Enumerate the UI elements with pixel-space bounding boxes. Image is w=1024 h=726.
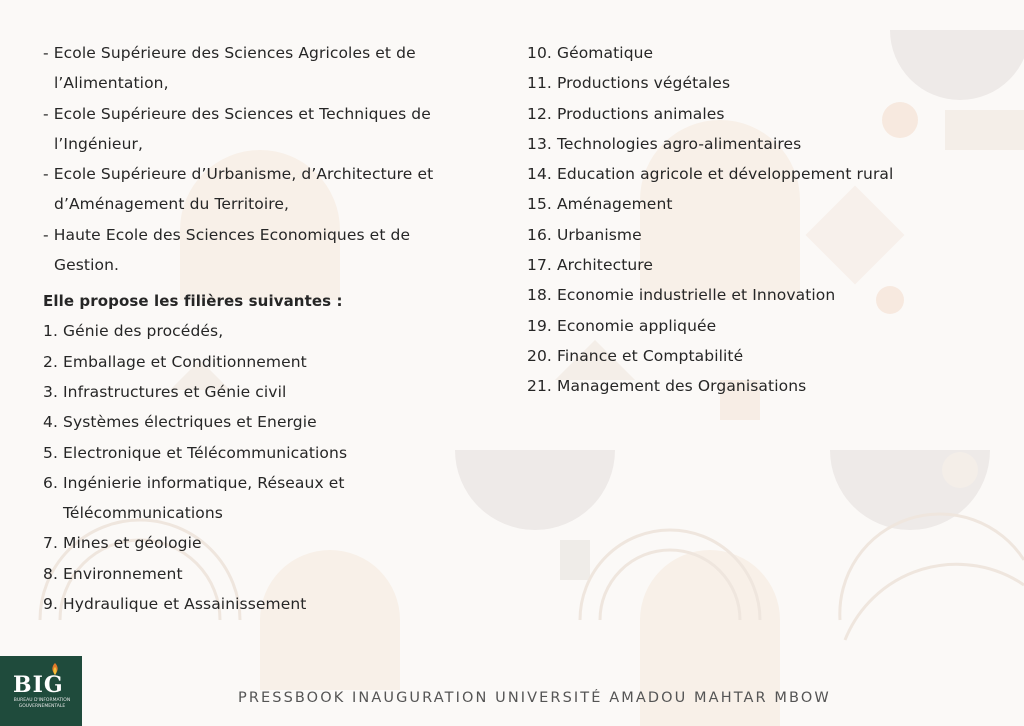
school-line: l’Alimentation, xyxy=(54,74,169,93)
page-footer: PRESSBOOK INAUGURATION UNIVERSITÉ AMADOU MAHTAR MBOW xyxy=(238,690,831,706)
schools-list xyxy=(43,38,493,280)
school-line: - Ecole Supérieure des Sciences Agricoles et de xyxy=(43,44,416,62)
program-item: 4. Systèmes électriques et Energie xyxy=(43,413,317,432)
school-line: l’Ingénieur, xyxy=(54,134,143,153)
program-item: 6. Ingénierie informatique, Réseaux et xyxy=(43,473,345,492)
program-item: 14. Education agricole et développement rural xyxy=(527,165,894,184)
program-item: 13. Technologies agro-alimentaires xyxy=(527,134,802,153)
program-item: Télécommunications xyxy=(63,504,223,523)
school-line: d’Aménagement du Territoire, xyxy=(54,195,290,214)
program-item: 11. Productions végétales xyxy=(527,74,731,93)
program-item: 21. Management des Organisations xyxy=(527,377,807,396)
program-item: 20. Finance et Comptabilité xyxy=(527,346,744,365)
school-line: - Haute Ecole des Sciences Economiques et de xyxy=(43,225,411,244)
logo-subtitle: BUREAU D'INFORMATION GOUVERNEMENTALE xyxy=(13,698,71,709)
program-item: 12. Productions animales xyxy=(527,104,725,123)
program-item: 7. Mines et géologie xyxy=(43,534,202,553)
program-item: 3. Infrastructures et Génie civil xyxy=(43,382,287,401)
program-item: 8. Environnement xyxy=(43,564,183,583)
program-item: 19. Economie appliquée xyxy=(527,316,717,335)
program-item: 10. Géomatique xyxy=(527,44,654,62)
program-item: 5. Electronique et Télécommunications xyxy=(43,443,348,462)
section-heading: Elle propose les filières suivantes : xyxy=(43,292,343,311)
right-column xyxy=(527,38,967,402)
school-line: - Ecole Supérieure d’Urbanisme, d’Architecture et xyxy=(43,165,434,184)
program-item: 15. Aménagement xyxy=(527,195,673,214)
logo-text: BIG xyxy=(13,672,64,698)
program-item: 17. Architecture xyxy=(527,256,654,275)
school-line: Gestion. xyxy=(54,256,120,275)
program-item: 9. Hydraulique et Assainissement xyxy=(43,595,307,614)
program-item: 1. Génie des procédés, xyxy=(43,322,224,341)
school-line: - Ecole Supérieure des Sciences et Techniques de xyxy=(43,104,431,123)
program-item: 18. Economie industrielle et Innovation xyxy=(527,286,836,305)
left-column xyxy=(43,38,493,619)
program-item: 16. Urbanisme xyxy=(527,225,642,244)
program-item: 2. Emballage et Conditionnement xyxy=(43,352,307,371)
programs-list-right xyxy=(527,38,967,402)
programs-list-left xyxy=(43,316,493,619)
